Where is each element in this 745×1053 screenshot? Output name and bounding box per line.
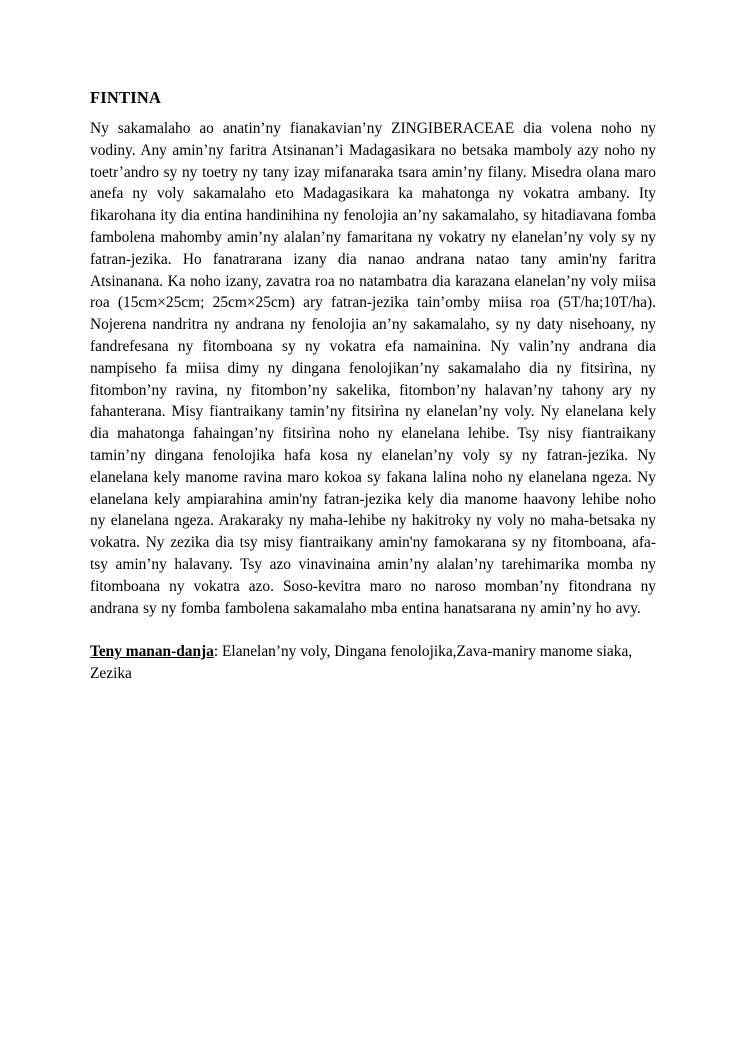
keywords-text: : Elanelan’ny voly, Dingana fenolojika,Zava-maniry manome siaka, Zezika	[90, 643, 633, 683]
section-heading: FINTINA	[90, 88, 162, 107]
keywords-line	[90, 641, 656, 685]
keywords-label: Teny manan-danja	[90, 643, 214, 661]
abstract-paragraph: Ny sakamalaho ao anatin’ny fianakavian’ny ZINGIBERACEAE dia volena noho ny vodiny. Any amin’ny faritra Atsinanan’i Madagasikara no betsaka mamboly azy noho ny toetr’andro sy ny toetry ny tany izay mifanaraka tsara amin’ny filany. Misedra olana maro anefa ny voly sakamalaho eto Madagasikara ka mahatonga ny vokatra ambany. Ity fikarohana ity dia entina handinihina ny fenolojia an’ny sakamalaho, sy hitadiavana fomba fambolena mahomby amin’ny alalan’ny famaritana ny vokatry ny elanelan’ny voly sy ny fatran-jezika. Ho fanatrarana izany dia nanao andrana natao tany amin'ny faritra Atsinanana. Ka noho izany, zavatra roa no natambatra dia karazana elanelan’ny voly miisa roa (15cm×25cm; 25cm×25cm) ary fatran-jezika tain’omby miisa roa (5T/ha;10T/ha). Nojerena nandritra ny andrana ny fenolojia an’ny sakamalaho, sy ny daty nisehoany, ny fandrefesana ny fitomboana sy ny vokatra efa namainina. Ny valin’ny andrana dia nampiseho fa miisa dimy ny dingana fenolojikan’ny sakamalaho dia ny fitsirìna, ny fitombon’ny ravina, ny fitombon’ny sakelika, fitombon’ny halavan’ny tahony ary ny fahanterana. Misy fiantraikany tamin’ny fitsirìna ny elanelan’ny voly. Ny elanelana kely dia mahatonga fahaingan’ny fitsirìna noho ny elanelana lehibe. Tsy nisy fiantraikany tamin’ny dingana fenolojika hafa kosa ny elanelan’ny voly sy ny fatran-jezika. Ny elanelana kely manome ravina maro kokoa sy fakana lalina noho ny elanelana ngeza. Ny elanelana kely ampiarahina amin'ny fatran-jezika kely dia manome haavony lehibe noho ny elanelana ngeza. Arakaraky ny maha-lehibe ny hakitroky ny voly no maha-betsaka ny vokatra. Ny zezika dia tsy misy fiantraikany amin'ny famokarana sy ny fitomboana, afa-tsy amin’ny halavany. Tsy azo vinavinaina amin’ny alalan’ny tarehimarika momba ny fitomboana ny vokatra azo. Soso-kevitra maro no naroso momban’ny fitondrana ny andrana sy ny fomba fambolena sakamalaho mba entina hanatsarana ny amin’ny ho avy.	[90, 120, 656, 617]
